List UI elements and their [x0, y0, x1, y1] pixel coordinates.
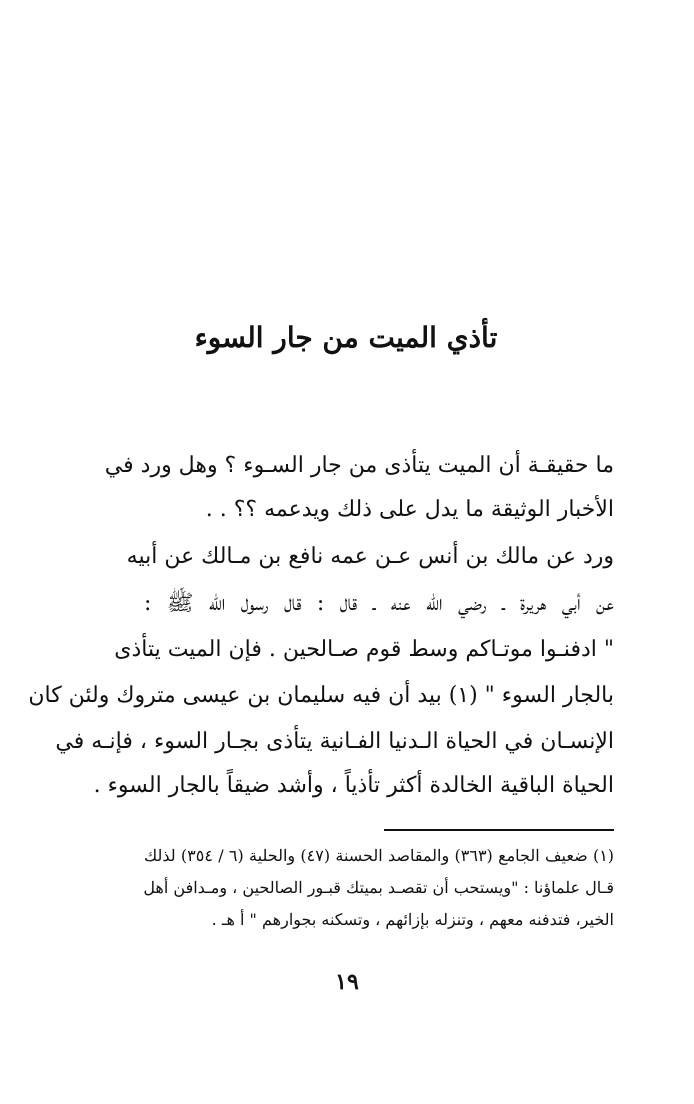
body-line-8: الحياة الباقية الخالدة أكثر تأذياً ، وأشد ضيقاً بالجار السوء .: [93, 773, 614, 798]
chapter-title: تأذي الميت من جار السوء: [194, 321, 498, 354]
footnote-divider: [384, 829, 614, 831]
body-line-2: الأخبار الوثيقة ما يدل على ذلك ويدعمه ؟؟ . .: [205, 497, 614, 522]
footnote-line-2: قـال علماؤنا : "ويستحب أن تقصـد بميتك قبـور الصالحين ، ومـدافن أهل: [143, 878, 614, 897]
body-line-1: ما حقيقـة أن الميت يتأذى من جار السـوء ؟ وهل ورد في: [104, 453, 614, 478]
footnote-line-1: (١) ضعيف الجامع (٣٦٣) والمقاصد الحسنة (٤٧) والحلية (٦ / ٣٥٤) لذلك: [144, 846, 615, 865]
footnote-line-3: الخير، فتدفنه معهم ، وتنزله بإزائهم ، وتسكنه بجوارهم " أ هـ .: [211, 910, 614, 929]
body-line-3: ورد عن مالك بن أنس عـن عمه نافع بن مـالك عن أبيه: [126, 544, 614, 569]
body-line-7: الإنسـان في الحياة الـدنيا الفـانية يتأذى بجـار السوء ، فإنـه في: [55, 729, 614, 754]
body-line-4: عن أبي هريرة ـ رضي الله عنه ـ قال : قال رسول الله ﷺ :: [144, 591, 614, 616]
body-line-5: " ادفنـوا موتـاكم وسط قوم صـالحين . فإن الميت يتأذى: [114, 637, 614, 662]
page-number: ١٩: [335, 969, 359, 995]
body-line-6: بالجار السوء " (١) بيد أن فيه سليمان بن عيسى متروك ولئن كان: [28, 683, 614, 708]
